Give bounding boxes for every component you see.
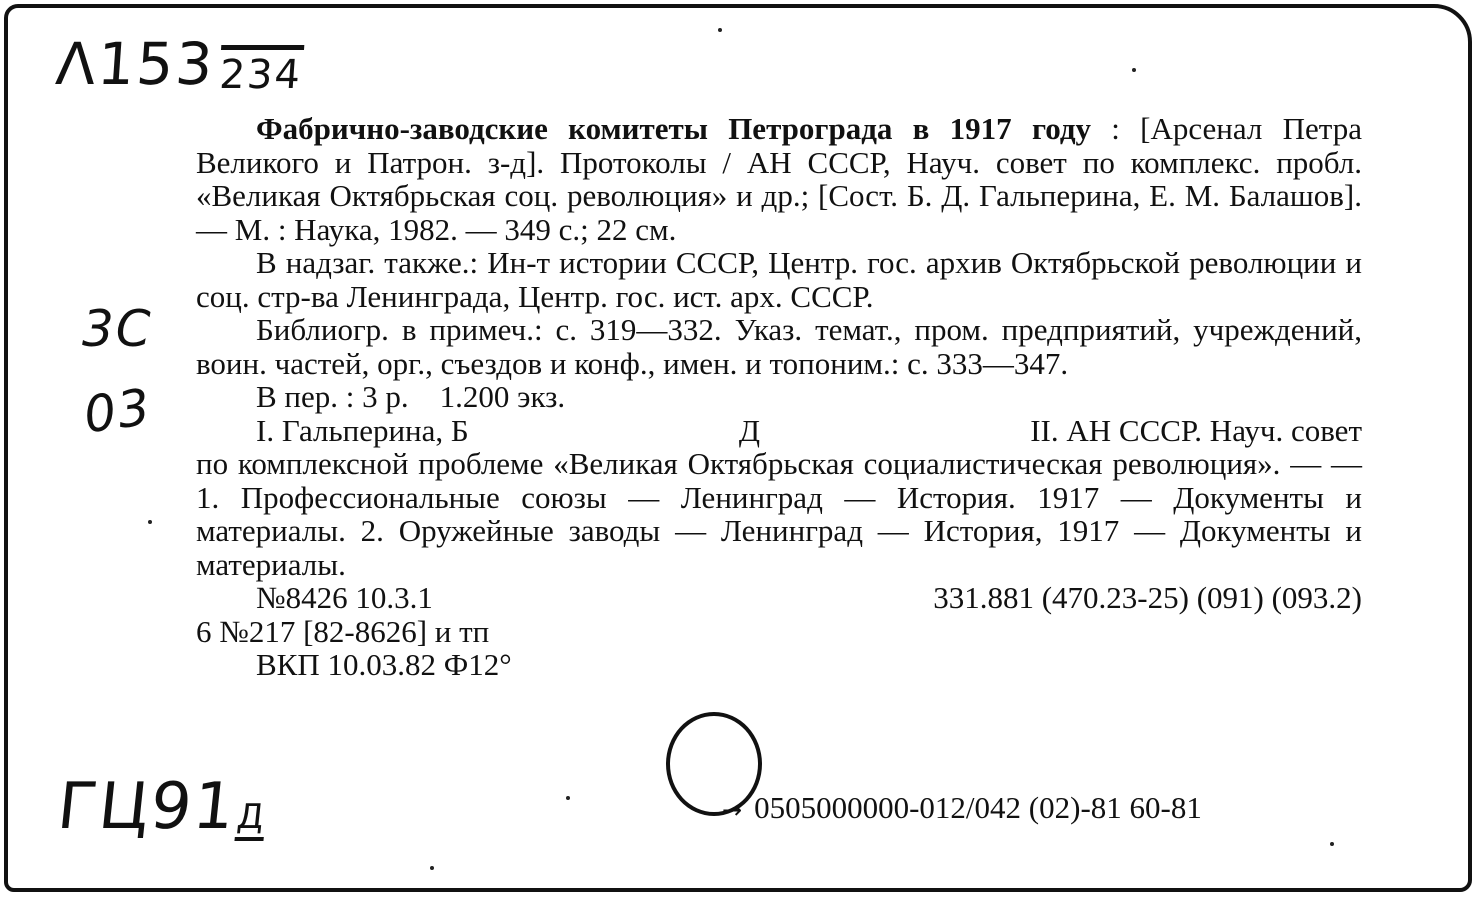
entry-isbn-line xyxy=(722,790,1202,826)
entry-tracing-first-line xyxy=(196,414,1362,448)
dust-speck xyxy=(718,28,722,32)
entry-note-heading: В надзаг. также.: Ин-т истории СССР, Центр. гос. архив Октябрьской революции и соц. стр-ва Ленинграда, Центр. гос. ист. арх. СССР. xyxy=(196,245,1362,314)
handwritten-location-sub: Д xyxy=(235,797,268,841)
entry-card-number: №8426 10.3.1 xyxy=(256,580,433,615)
entry-note-bibliography: Библиогр. в примеч.: с. 319—332. Указ. темат., пром. предприятий, учреждений, воин. частей, орг., съездов и конф., имен. и топоним.: с. 333—347. xyxy=(196,312,1362,381)
entry-bkp-line: ВКП 10.03.82 Ф12° xyxy=(256,647,512,682)
handwritten-shelf-code: Λ153 xyxy=(53,30,217,98)
handwritten-margin-note-1: 3C xyxy=(82,300,153,358)
entry-main-description xyxy=(196,112,1362,246)
handwritten-location-mark xyxy=(54,770,270,844)
handwritten-margin-note-2: 03 xyxy=(80,377,156,445)
dust-speck xyxy=(1330,842,1334,846)
entry-tracing-initial: Д xyxy=(738,412,761,448)
entry-print-info: 6 №217 [82-8626] и тп xyxy=(196,613,490,649)
entry-tracing-corporate: II. АН СССР. Науч. совет xyxy=(1030,412,1362,448)
entry-price: В пер. : 3 р. xyxy=(256,379,409,414)
bibliographic-entry xyxy=(196,112,1362,682)
handwritten-shelf-sub: 234 xyxy=(218,45,304,98)
entry-title: Фабрично-заводские комитеты Петрограда в 1917 году xyxy=(256,111,1092,146)
handwritten-shelf-mark xyxy=(54,30,306,98)
dust-speck xyxy=(566,796,570,800)
entry-classification: 331.881 (470.23-25) (091) (093.2) xyxy=(933,580,1362,615)
entry-isbn-code: 0505000000-012/042 (02)-81 60-81 xyxy=(754,790,1202,825)
entry-numbers-line xyxy=(196,581,1362,615)
dust-speck xyxy=(148,520,152,524)
entry-tracing-subjects: по комплексной проблеме «Великая Октябрьская социалистическая революция». — — 1. Профессиональные союзы — Ленинград — История. 1917 — Документы и материалы. 2. Оружейные заводы — Ленинград — История, 1917 — Документы и материалы. xyxy=(196,446,1362,582)
handwritten-location-code: ГЦ91 xyxy=(54,770,241,844)
dust-speck xyxy=(430,866,434,870)
entry-price-line xyxy=(196,380,1362,414)
isbn-arrow-icon: → xyxy=(722,796,743,824)
dust-speck xyxy=(1132,68,1136,72)
entry-tracing-author: I. Гальперина, Б xyxy=(256,412,469,448)
entry-imprint: : [Арсенал Петра Великого и Патрон. з-д]. Протоколы / АН СССР, Науч. совет по комплекс. пробл. «Великая Октябрьская соц. революция» и др.; [Сост. Б. Д. Гальперина, Е. М. Балашов]. — М. : Наука, 1982. — 349 с.; 22 см. xyxy=(196,111,1362,247)
entry-copies: 1.200 экз. xyxy=(439,379,566,414)
